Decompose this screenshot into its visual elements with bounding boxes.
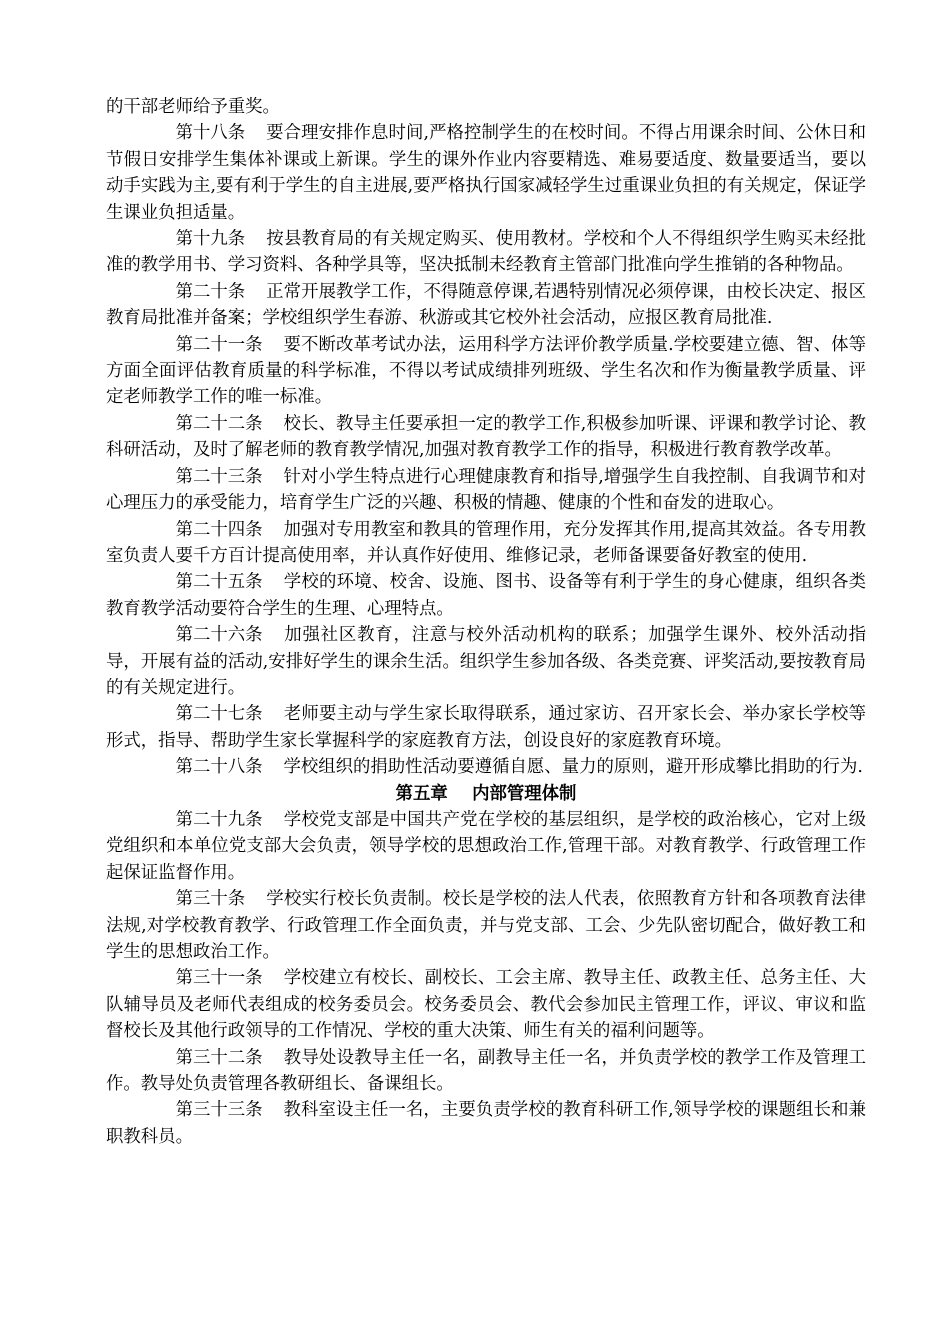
article-paragraph (106, 1045, 866, 1098)
article-number: 第十八条 (175, 123, 246, 144)
articles-after-chapter (106, 807, 866, 1150)
article-number: 第三十二条 (175, 1047, 263, 1068)
article-number: 第二十九条 (175, 809, 263, 830)
article-number: 第三十条 (175, 889, 246, 910)
article-number: 第十九条 (175, 229, 246, 250)
article-paragraph (106, 120, 866, 226)
article-text: 学校组织的捐助性活动要遵循自愿、量力的原则，避开形成攀比捐助的行为. (283, 757, 863, 778)
article-number: 第二十三条 (175, 466, 263, 487)
article-number: 第二十四条 (175, 519, 263, 540)
article-text: 校长、教导主任要承担一定的教学工作,积极参加听课、评课和教学讨论、教科研活动，及时了解老师的教育教学情况,加强对教育教学工作的指导，积极进行教育教学改革。 (106, 413, 866, 461)
articles-before-chapter (106, 120, 866, 780)
article-paragraph (106, 517, 866, 570)
article-paragraph (106, 279, 866, 332)
article-text: 正常开展教学工作，不得随意停课,若遇特别情况必须停课，由校长决定、报区教育局批准并备案；学校组织学生春游、秋游或其它校外社会活动，应报区教育局批准. (106, 281, 866, 329)
article-number: 第二十八条 (175, 757, 263, 778)
article-paragraph (106, 622, 866, 701)
article-text: 学校党支部是中国共产党在学校的基层组织，是学校的政治核心，它对上级党组织和本单位党支部大会负责，领导学校的思想政治工作,管理干部。对教育教学、行政管理工作起保证监督作用。 (106, 809, 866, 883)
chapter-title: 内部管理体制 (472, 783, 577, 804)
article-number: 第二十二条 (175, 413, 263, 434)
article-text: 老师要主动与学生家长取得联系，通过家访、召开家长会、举办家长学校等形式，指导、帮助学生家长掌握科学的家庭教育方法，创设良好的家庭教育环境。 (106, 704, 866, 751)
article-text: 学校实行校长负责制。校长是学校的法人代表，依照教育方针和各项教育法律法规,对学校教育教学、行政管理工作全面负责，并与党支部、工会、少先队密切配合，做好教工和学生的思想政治工作。 (106, 889, 866, 962)
chapter-number: 第五章 (395, 783, 448, 804)
article-text: 针对小学生特点进行心理健康教育和指导,增强学生自我控制、自我调节和对心理压力的承受能力，培育学生广泛的兴趣、积极的情趣、健康的个性和奋发的进取心。 (106, 466, 866, 514)
article-text: 教科室设主任一名，主要负责学校的教育科研工作,领导学校的课题组长和兼职教科员。 (106, 1100, 866, 1147)
article-number: 第二十五条 (175, 572, 263, 593)
article-number: 第二十六条 (175, 625, 263, 646)
article-number: 第二十七条 (175, 704, 263, 725)
document-page (106, 94, 866, 1150)
article-paragraph (106, 464, 866, 517)
article-paragraph (106, 965, 866, 1044)
chapter-heading (106, 781, 866, 807)
article-text: 要合理安排作息时间,严格控制学生的在校时间。不得占用课余时间、公休日和节假日安排学生集体补课或上新课。学生的课外作业内容要精选、难易要适度、数量要适当，要以动手实践为主,要有利于学生的自主进展,要严格执行国家减轻学生过重课业负担的有关规定，保证学生课业负担适量。 (106, 123, 866, 223)
article-paragraph (106, 1097, 866, 1150)
intro-paragraph: 的干部老师给予重奖。 (106, 97, 280, 117)
article-text: 学校的环境、校舍、设施、图书、设备等有利于学生的身心健康，组织各类教育教学活动要符合学生的生理、心理特点。 (106, 572, 866, 619)
article-paragraph (106, 754, 866, 780)
article-number: 第三十一条 (175, 968, 263, 989)
article-paragraph (106, 332, 866, 411)
article-number: 第三十三条 (175, 1100, 263, 1121)
article-text: 教导处设教导主任一名，副教导主任一名，并负责学校的教学工作及管理工作。教导处负责管理各教研组长、备课组长。 (106, 1047, 866, 1095)
article-paragraph (106, 569, 866, 622)
article-number: 第二十一条 (175, 334, 263, 355)
article-text: 加强社区教育，注意与校外活动机构的联系；加强学生课外、校外活动指导，开展有益的活动,安排好学生的课余生活。组织学生参加各级、各类竞赛、评奖活动,要按教育局的有关规定进行。 (106, 625, 866, 698)
article-paragraph (106, 701, 866, 754)
article-text: 学校建立有校长、副校长、工会主席、教导主任、政教主任、总务主任、大队辅导员及老师代表组成的校务委员会。校务委员会、教代会参加民主管理工作，评议、审议和监督校长及其他行政领导的工作情况、学校的重大决策、师生有关的福利问题等。 (106, 968, 866, 1042)
article-text: 要不断改革考试办法，运用科学方法评价教学质量.学校要建立德、智、体等方面全面评估教育质量的科学标准，不得以考试成绩排列班级、学生名次和作为衡量教学质量、评定老师教学工作的唯一标准。 (106, 334, 866, 408)
article-text: 加强对专用教室和教具的管理作用，充分发挥其作用,提高其效益。各专用教室负责人要千方百计提高使用率，并认真作好使用、维修记录，老师备课要备好教室的使用. (106, 519, 866, 566)
article-text: 按县教育局的有关规定购买、使用教材。学校和个人不得组织学生购买未经批准的教学用书、学习资料、各种学具等，坚决抵制未经教育主管部门批准向学生推销的各种物品。 (106, 229, 866, 276)
article-paragraph (106, 886, 866, 965)
article-number: 第二十条 (175, 281, 246, 302)
article-paragraph (106, 226, 866, 279)
article-paragraph (106, 411, 866, 464)
article-paragraph (106, 807, 866, 886)
